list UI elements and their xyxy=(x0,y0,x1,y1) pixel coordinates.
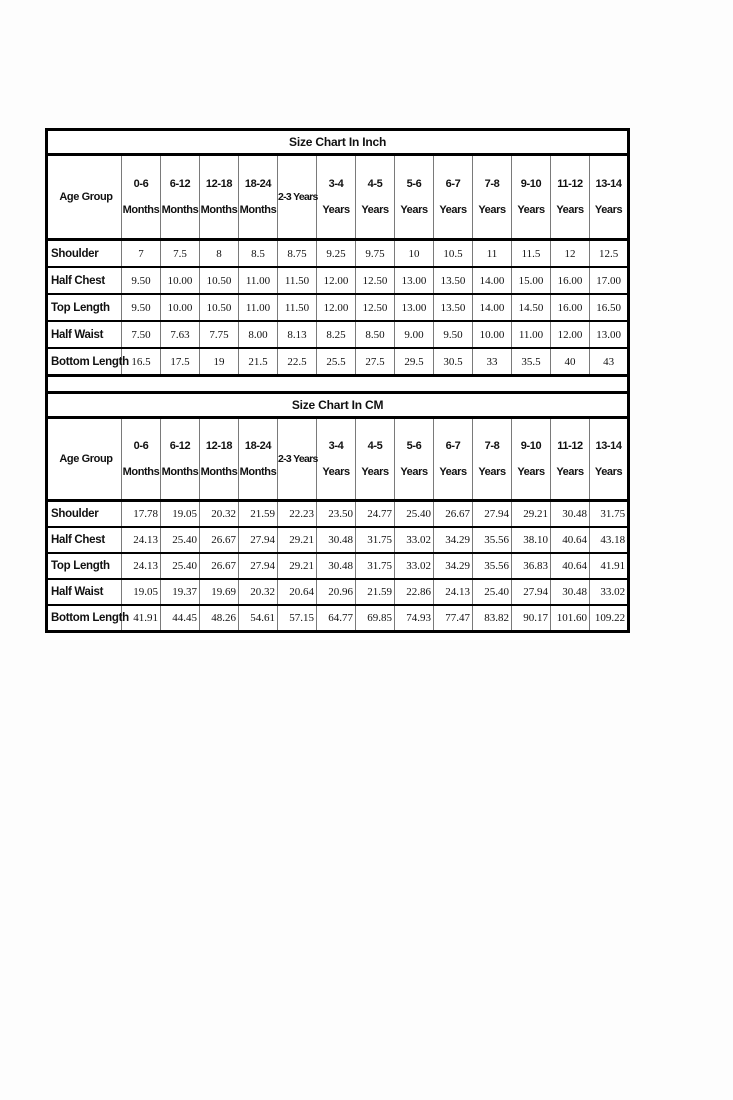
row-label: Top Length xyxy=(47,294,122,321)
value-cell: 12.5 xyxy=(590,240,629,268)
value-cell: 83.82 xyxy=(473,605,512,632)
value-cell: 14.00 xyxy=(473,267,512,294)
table-row xyxy=(47,527,629,553)
column-header-line: Years xyxy=(322,204,350,216)
value-cell: 27.5 xyxy=(356,348,395,376)
column-header xyxy=(122,418,161,501)
value-cell: 35.56 xyxy=(473,527,512,553)
column-header-line: 0-6 xyxy=(133,440,149,452)
column-header-line: Years xyxy=(594,204,623,216)
column-header-line: 3-4 xyxy=(328,178,344,190)
value-cell: 25.40 xyxy=(473,579,512,605)
value-cell: 19 xyxy=(200,348,239,376)
value-cell: 13.00 xyxy=(590,321,629,348)
value-cell: 30.48 xyxy=(317,553,356,579)
value-cell: 74.93 xyxy=(395,605,434,632)
value-cell: 11.00 xyxy=(512,321,551,348)
value-cell: 54.61 xyxy=(239,605,278,632)
value-cell: 33.02 xyxy=(590,579,629,605)
column-header-line: 7-8 xyxy=(484,440,500,452)
value-cell: 25.5 xyxy=(317,348,356,376)
column-header xyxy=(356,155,395,240)
table-row xyxy=(47,348,629,376)
value-cell: 17.5 xyxy=(161,348,200,376)
value-cell: 16.5 xyxy=(122,348,161,376)
table-row xyxy=(47,501,629,528)
column-header xyxy=(434,155,473,240)
value-cell: 9.50 xyxy=(122,267,161,294)
column-header-line: Years xyxy=(556,204,584,216)
value-cell: 13.00 xyxy=(395,294,434,321)
value-cell: 24.77 xyxy=(356,501,395,528)
value-cell: 29.21 xyxy=(278,553,317,579)
column-header-line: 2-3 Years xyxy=(278,453,318,465)
column-header-line: Months xyxy=(200,204,238,216)
table-row xyxy=(47,553,629,579)
column-header-line: Months xyxy=(200,466,238,478)
row-label: Bottom Length xyxy=(47,605,122,632)
value-cell: 17.78 xyxy=(122,501,161,528)
value-cell: 64.77 xyxy=(317,605,356,632)
column-header-line: Years xyxy=(322,466,350,478)
value-cell: 7.5 xyxy=(161,240,200,268)
value-cell: 8.50 xyxy=(356,321,395,348)
value-cell: 29.21 xyxy=(278,527,317,553)
value-cell: 24.13 xyxy=(122,527,161,553)
column-header xyxy=(161,418,200,501)
value-cell: 24.13 xyxy=(434,579,473,605)
column-header xyxy=(317,418,356,501)
column-header xyxy=(278,418,317,501)
row-label: Half Chest xyxy=(47,527,122,553)
column-header-line: 0-6 xyxy=(133,178,149,190)
table-row xyxy=(47,267,629,294)
value-cell: 13.00 xyxy=(395,267,434,294)
value-cell: 29.21 xyxy=(512,501,551,528)
column-header xyxy=(590,155,629,240)
value-cell: 19.37 xyxy=(161,579,200,605)
value-cell: 7.63 xyxy=(161,321,200,348)
value-cell: 27.94 xyxy=(512,579,551,605)
value-cell: 10.50 xyxy=(200,294,239,321)
value-cell: 8 xyxy=(200,240,239,268)
column-header-line: 9-10 xyxy=(520,440,542,452)
value-cell: 8.13 xyxy=(278,321,317,348)
column-header-line: 11-12 xyxy=(557,178,583,190)
value-cell: 33.02 xyxy=(395,553,434,579)
value-cell: 40 xyxy=(551,348,590,376)
column-header xyxy=(590,418,629,501)
value-cell: 8.75 xyxy=(278,240,317,268)
column-header-line: Years xyxy=(400,466,428,478)
value-cell: 33.02 xyxy=(395,527,434,553)
value-cell: 34.29 xyxy=(434,553,473,579)
row-label: Half Waist xyxy=(47,321,122,348)
value-cell: 12.00 xyxy=(551,321,590,348)
column-header-line: Months xyxy=(161,204,199,216)
column-header-line: 6-12 xyxy=(169,178,191,190)
column-header xyxy=(551,155,590,240)
value-cell: 29.5 xyxy=(395,348,434,376)
column-header-line: Years xyxy=(439,466,467,478)
column-header xyxy=(200,418,239,501)
value-cell: 101.60 xyxy=(551,605,590,632)
value-cell: 31.75 xyxy=(356,527,395,553)
column-header xyxy=(356,418,395,501)
value-cell: 40.64 xyxy=(551,553,590,579)
row-label: Top Length xyxy=(47,553,122,579)
table-row xyxy=(47,579,629,605)
column-header-line: 13-14 xyxy=(595,178,622,190)
value-cell: 11.00 xyxy=(239,267,278,294)
value-cell: 7.75 xyxy=(200,321,239,348)
age-group-header-cm: Age Group xyxy=(47,418,122,501)
value-cell: 23.50 xyxy=(317,501,356,528)
value-cell: 25.40 xyxy=(161,527,200,553)
column-header-line: 3-4 xyxy=(328,440,344,452)
value-cell: 9.50 xyxy=(434,321,473,348)
value-cell: 26.67 xyxy=(434,501,473,528)
column-header-line: Years xyxy=(517,466,545,478)
column-header-line: Years xyxy=(594,466,623,478)
column-header-line: Months xyxy=(122,466,160,478)
value-cell: 40.64 xyxy=(551,527,590,553)
value-cell: 41.91 xyxy=(122,605,161,632)
value-cell: 13.50 xyxy=(434,267,473,294)
value-cell: 10.00 xyxy=(161,267,200,294)
value-cell: 69.85 xyxy=(356,605,395,632)
value-cell: 19.05 xyxy=(161,501,200,528)
column-header-line: Years xyxy=(361,204,389,216)
column-header-line: 5-6 xyxy=(406,440,422,452)
column-header-line: 7-8 xyxy=(484,178,500,190)
column-header-line: 2-3 Years xyxy=(278,191,318,203)
value-cell: 33 xyxy=(473,348,512,376)
value-cell: 10.5 xyxy=(434,240,473,268)
column-header-line: Years xyxy=(400,204,428,216)
size-chart-body xyxy=(47,130,629,632)
value-cell: 11.00 xyxy=(239,294,278,321)
column-header-line: Years xyxy=(478,466,506,478)
value-cell: 31.75 xyxy=(590,501,629,528)
size-chart-table xyxy=(45,128,630,633)
value-cell: 14.50 xyxy=(512,294,551,321)
column-header xyxy=(473,155,512,240)
value-cell: 48.26 xyxy=(200,605,239,632)
column-header-line: 13-14 xyxy=(595,440,622,452)
size-chart-title-cm: Size Chart In CM xyxy=(47,393,629,418)
column-header-line: 18-24 xyxy=(244,178,272,190)
value-cell: 90.17 xyxy=(512,605,551,632)
value-cell: 10.50 xyxy=(200,267,239,294)
value-cell: 20.32 xyxy=(200,501,239,528)
value-cell: 8.25 xyxy=(317,321,356,348)
column-header xyxy=(122,155,161,240)
value-cell: 21.59 xyxy=(239,501,278,528)
value-cell: 19.69 xyxy=(200,579,239,605)
value-cell: 7.50 xyxy=(122,321,161,348)
value-cell: 20.96 xyxy=(317,579,356,605)
column-header-line: Months xyxy=(122,204,160,216)
column-header-line: 6-7 xyxy=(445,178,461,190)
value-cell: 34.29 xyxy=(434,527,473,553)
column-header xyxy=(395,418,434,501)
value-cell: 14.00 xyxy=(473,294,512,321)
value-cell: 22.5 xyxy=(278,348,317,376)
value-cell: 43.18 xyxy=(590,527,629,553)
row-label: Half Waist xyxy=(47,579,122,605)
row-label: Bottom Length xyxy=(47,348,122,376)
value-cell: 15.00 xyxy=(512,267,551,294)
column-header xyxy=(161,155,200,240)
value-cell: 24.13 xyxy=(122,553,161,579)
value-cell: 44.45 xyxy=(161,605,200,632)
value-cell: 25.40 xyxy=(395,501,434,528)
value-cell: 7 xyxy=(122,240,161,268)
value-cell: 11.50 xyxy=(278,267,317,294)
value-cell: 16.00 xyxy=(551,294,590,321)
column-header xyxy=(434,418,473,501)
column-header xyxy=(551,418,590,501)
value-cell: 13.50 xyxy=(434,294,473,321)
value-cell: 10.00 xyxy=(473,321,512,348)
value-cell: 12.50 xyxy=(356,267,395,294)
value-cell: 22.86 xyxy=(395,579,434,605)
value-cell: 9.75 xyxy=(356,240,395,268)
table-row xyxy=(47,321,629,348)
value-cell: 36.83 xyxy=(512,553,551,579)
value-cell: 9.00 xyxy=(395,321,434,348)
value-cell: 27.94 xyxy=(473,501,512,528)
column-header-line: Months xyxy=(239,204,277,216)
value-cell: 12 xyxy=(551,240,590,268)
age-group-header-inch: Age Group xyxy=(47,155,122,240)
column-header xyxy=(473,418,512,501)
value-cell: 38.10 xyxy=(512,527,551,553)
value-cell: 11.5 xyxy=(512,240,551,268)
column-header xyxy=(200,155,239,240)
column-header-line: 6-12 xyxy=(169,440,191,452)
value-cell: 25.40 xyxy=(161,553,200,579)
value-cell: 31.75 xyxy=(356,553,395,579)
value-cell: 57.15 xyxy=(278,605,317,632)
column-header-line: 18-24 xyxy=(244,440,272,452)
column-header-line: Years xyxy=(517,204,545,216)
value-cell: 30.5 xyxy=(434,348,473,376)
column-header xyxy=(512,418,551,501)
value-cell: 26.67 xyxy=(200,553,239,579)
value-cell: 11.50 xyxy=(278,294,317,321)
value-cell: 27.94 xyxy=(239,527,278,553)
value-cell: 35.56 xyxy=(473,553,512,579)
value-cell: 10 xyxy=(395,240,434,268)
value-cell: 9.50 xyxy=(122,294,161,321)
column-header-line: Years xyxy=(556,466,584,478)
column-header xyxy=(278,155,317,240)
table-row xyxy=(47,294,629,321)
value-cell: 19.05 xyxy=(122,579,161,605)
value-cell: 16.50 xyxy=(590,294,629,321)
value-cell: 41.91 xyxy=(590,553,629,579)
value-cell: 22.23 xyxy=(278,501,317,528)
value-cell: 12.50 xyxy=(356,294,395,321)
value-cell: 9.25 xyxy=(317,240,356,268)
value-cell: 27.94 xyxy=(239,553,278,579)
value-cell: 35.5 xyxy=(512,348,551,376)
value-cell: 20.32 xyxy=(239,579,278,605)
value-cell: 26.67 xyxy=(200,527,239,553)
column-header-line: 12-18 xyxy=(205,178,233,190)
value-cell: 11 xyxy=(473,240,512,268)
value-cell: 12.00 xyxy=(317,267,356,294)
value-cell: 77.47 xyxy=(434,605,473,632)
value-cell: 30.48 xyxy=(551,501,590,528)
size-chart-title-inch: Size Chart In Inch xyxy=(47,130,629,155)
value-cell: 30.48 xyxy=(551,579,590,605)
value-cell: 109.22 xyxy=(590,605,629,632)
value-cell: 21.59 xyxy=(356,579,395,605)
row-label: Shoulder xyxy=(47,501,122,528)
value-cell: 30.48 xyxy=(317,527,356,553)
table-row xyxy=(47,240,629,268)
column-header-line: Years xyxy=(439,204,467,216)
column-header-line: 4-5 xyxy=(367,440,383,452)
column-header-line: 5-6 xyxy=(406,178,422,190)
row-label: Half Chest xyxy=(47,267,122,294)
column-header-line: Years xyxy=(361,466,389,478)
column-header-line: 6-7 xyxy=(445,440,461,452)
column-header xyxy=(317,155,356,240)
column-header xyxy=(395,155,434,240)
column-header xyxy=(239,418,278,501)
column-header-line: 12-18 xyxy=(205,440,233,452)
value-cell: 8.5 xyxy=(239,240,278,268)
value-cell: 16.00 xyxy=(551,267,590,294)
column-header xyxy=(512,155,551,240)
column-header-line: Months xyxy=(239,466,277,478)
value-cell: 20.64 xyxy=(278,579,317,605)
spacer-row xyxy=(47,376,629,393)
value-cell: 21.5 xyxy=(239,348,278,376)
column-header-line: Months xyxy=(161,466,199,478)
column-header-line: 4-5 xyxy=(367,178,383,190)
table-row xyxy=(47,605,629,632)
value-cell: 8.00 xyxy=(239,321,278,348)
value-cell: 12.00 xyxy=(317,294,356,321)
row-label: Shoulder xyxy=(47,240,122,268)
value-cell: 43 xyxy=(590,348,629,376)
column-header-line: Years xyxy=(478,204,506,216)
column-header xyxy=(239,155,278,240)
column-header-line: 9-10 xyxy=(520,178,542,190)
column-header-line: 11-12 xyxy=(557,440,583,452)
value-cell: 17.00 xyxy=(590,267,629,294)
value-cell: 10.00 xyxy=(161,294,200,321)
